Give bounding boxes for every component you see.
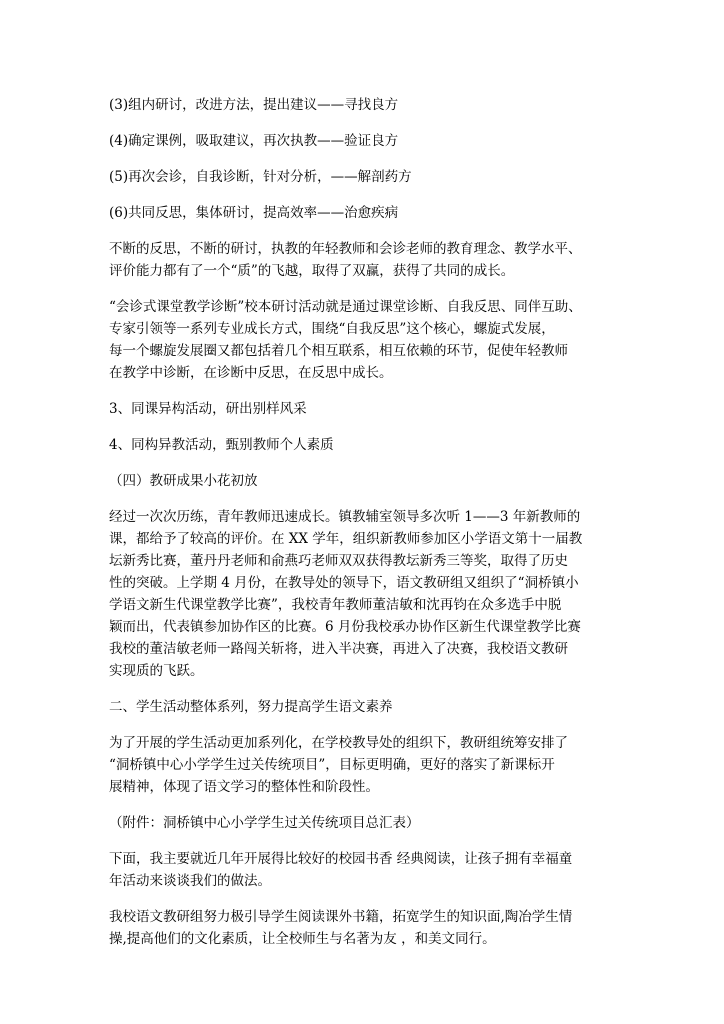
section-heading (109, 696, 617, 718)
text-line: 操,提高他们的文化素质，让全校师生与名著为友 ，和美文同行。 (109, 931, 496, 947)
list-item (109, 166, 617, 188)
list-item (109, 130, 617, 152)
text-line: (5)再次会诊，自我诊断，针对分析，——解剖药方 (109, 169, 412, 185)
text-line: (6)共同反思，集体研讨，提高效率——治愈疾病 (109, 205, 399, 221)
paragraph (109, 238, 617, 282)
text-line: “洞桥镇中心小学学生过关传统项目”，目标更明确，更好的落实了新课标开 (109, 757, 555, 773)
document-body (109, 94, 617, 964)
text-line: 学语文新生代课堂教学比赛”，我校青年教师董洁敏和沈再钧在众多选手中脱 (109, 597, 562, 613)
text-line: 坛新秀比赛，董丹丹老师和俞燕巧老师双双获得教坛新秀三等奖，取得了历史 (109, 553, 568, 569)
section-heading (109, 398, 617, 420)
text-line: 3、同课异构活动，研出别样风采 (109, 401, 307, 417)
text-line: 性的突破。上学期 4 月份，在教导处的领导下，语文教研组又组织了“洞桥镇小 (109, 575, 579, 591)
text-line: 经过一次次历练，青年教师迅速成长。镇教辅室领导多次听 1——3 年新教师的 (109, 509, 581, 525)
section-heading (109, 470, 617, 492)
text-line: 不断的反思，不断的研讨，执教的年轻教师和会诊老师的教育理念、教学水平、 (109, 241, 582, 257)
paragraph (109, 812, 617, 834)
list-item (109, 94, 617, 116)
text-line: 实现质的飞跃。 (109, 663, 204, 679)
text-line: 为了开展的学生活动更加系列化，在学校教导处的组织下，教研组统筹安排了 (109, 735, 568, 751)
text-line: 评价能力都有了一个“质”的飞越，取得了双赢，获得了共同的成长。 (109, 263, 515, 279)
paragraph (109, 906, 617, 950)
text-line: 每一个螺旋发展圈又都包括着几个相互联系，相互依赖的环节，促使年轻教师 (109, 343, 568, 359)
text-line: 我校语文教研组努力极引导学生阅读课外书籍，拓宽学生的知识面,陶冶学生情 (109, 909, 573, 925)
paragraph (109, 732, 617, 798)
text-line: 展精神，体现了语文学习的整体性和阶段性。 (109, 779, 379, 795)
paragraph (109, 848, 617, 892)
text-line: 我校的董洁敏老师一路闯关斩将，进入半决赛，再进入了决赛，我校语文教研 (109, 641, 568, 657)
text-line: （四）教研成果小花初放 (109, 473, 258, 489)
paragraph (109, 506, 617, 682)
section-heading (109, 434, 617, 456)
text-line: 4、同构异教活动，甄别教师个人素质 (109, 437, 334, 453)
text-line: 课，都给予了较高的评价。在 XX 学年，组织新教师参加区小学语文第十一届教 (109, 531, 583, 547)
text-line: “会诊式课堂教学诊断”校本研讨活动就是通过课堂诊断、自我反思、同伴互助、 (109, 299, 582, 315)
text-line: 二、学生活动整体系列，努力提高学生语文素养 (109, 699, 393, 715)
text-line: 专家引领等一系列专业成长方式，围绕“自我反思”这个核心，螺旋式发展， (109, 321, 555, 337)
text-line: 在教学中诊断，在诊断中反思，在反思中成长。 (109, 365, 393, 381)
text-line: 年活动来谈谈我们的做法。 (109, 873, 271, 889)
text-line: （附件：洞桥镇中心小学学生过关传统项目总汇表） (109, 815, 420, 831)
text-line: 颖而出，代表镇参加协作区的比赛。6 月份我校承办协作区新生代课堂教学比赛 (109, 619, 581, 635)
text-line: (4)确定课例，吸取建议，再次执教——验证良方 (109, 133, 399, 149)
paragraph (109, 296, 617, 384)
list-item (109, 202, 617, 224)
text-line: (3)组内研讨，改进方法，提出建议——寻找良方 (109, 97, 399, 113)
text-line: 下面，我主要就近几年开展得比较好的校园书香 经典阅读，让孩子拥有幸福童 (109, 851, 573, 867)
